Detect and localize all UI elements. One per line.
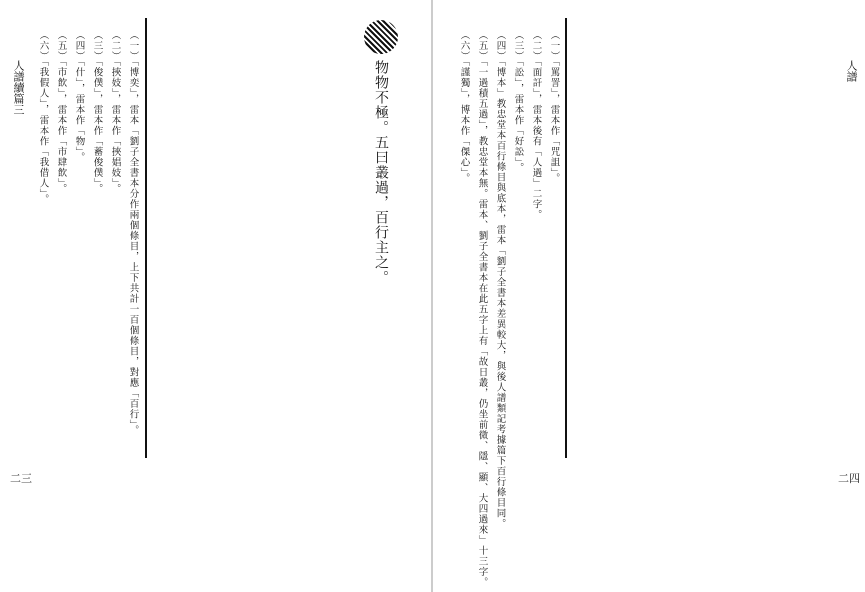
note-r4: （四）「博本」教忠堂本百行條目與底本，雷本「劉子全書本差異較大，與後人譜類記考據篇下百行條目同。	[494, 30, 506, 530]
note-r3: （三）「訟」，雷本作「好訟」。	[512, 30, 524, 174]
note-5: （五）「市飲」，雷本作「市肆飲」。	[55, 30, 67, 195]
note-r2: （二）「面訐」，雷本後有「人過」二字。	[530, 30, 542, 220]
left-page	[0, 0, 432, 592]
note-r1: （一）「罵詈」，雷本作「咒詛」。	[548, 30, 560, 184]
running-head-left: 人譜續篇三	[12, 60, 25, 115]
running-head-right: 人譜	[845, 60, 858, 82]
hatched-circle-marker	[364, 20, 398, 54]
note-divider-right	[565, 18, 567, 458]
page-number-right: 二四	[838, 472, 860, 485]
note-2: （二）「挾妓」，雷本作「挾娼妓」。	[109, 30, 121, 195]
note-6: （六）「我假人」，雷本作「我借人」。	[37, 30, 49, 205]
note-r5: （五）「一過積五過」，教忠堂本無。雷本、劉子全書本在此五字上有「故日叢，仍坐前微、隱、顯、大四過來」十三字。	[476, 30, 488, 588]
note-divider-left	[145, 18, 147, 458]
page-number-left: 二三	[10, 472, 32, 485]
note-4: （四）「什」，雷本作「物」。	[73, 30, 85, 163]
note-1: （一）「博奕」，雷本「劉子全書本分作兩個條目，上下共計一百個條目，對應「百行」。	[127, 30, 139, 436]
section-title: 物物不極。五曰叢過，百行主之。	[373, 60, 389, 285]
note-r6: （六）「謹獨」，博本作「傑心」。	[458, 30, 470, 184]
note-3: （三）「俊僕」，雷本作「蓄俊僕」。	[91, 30, 103, 195]
right-page	[433, 0, 865, 592]
